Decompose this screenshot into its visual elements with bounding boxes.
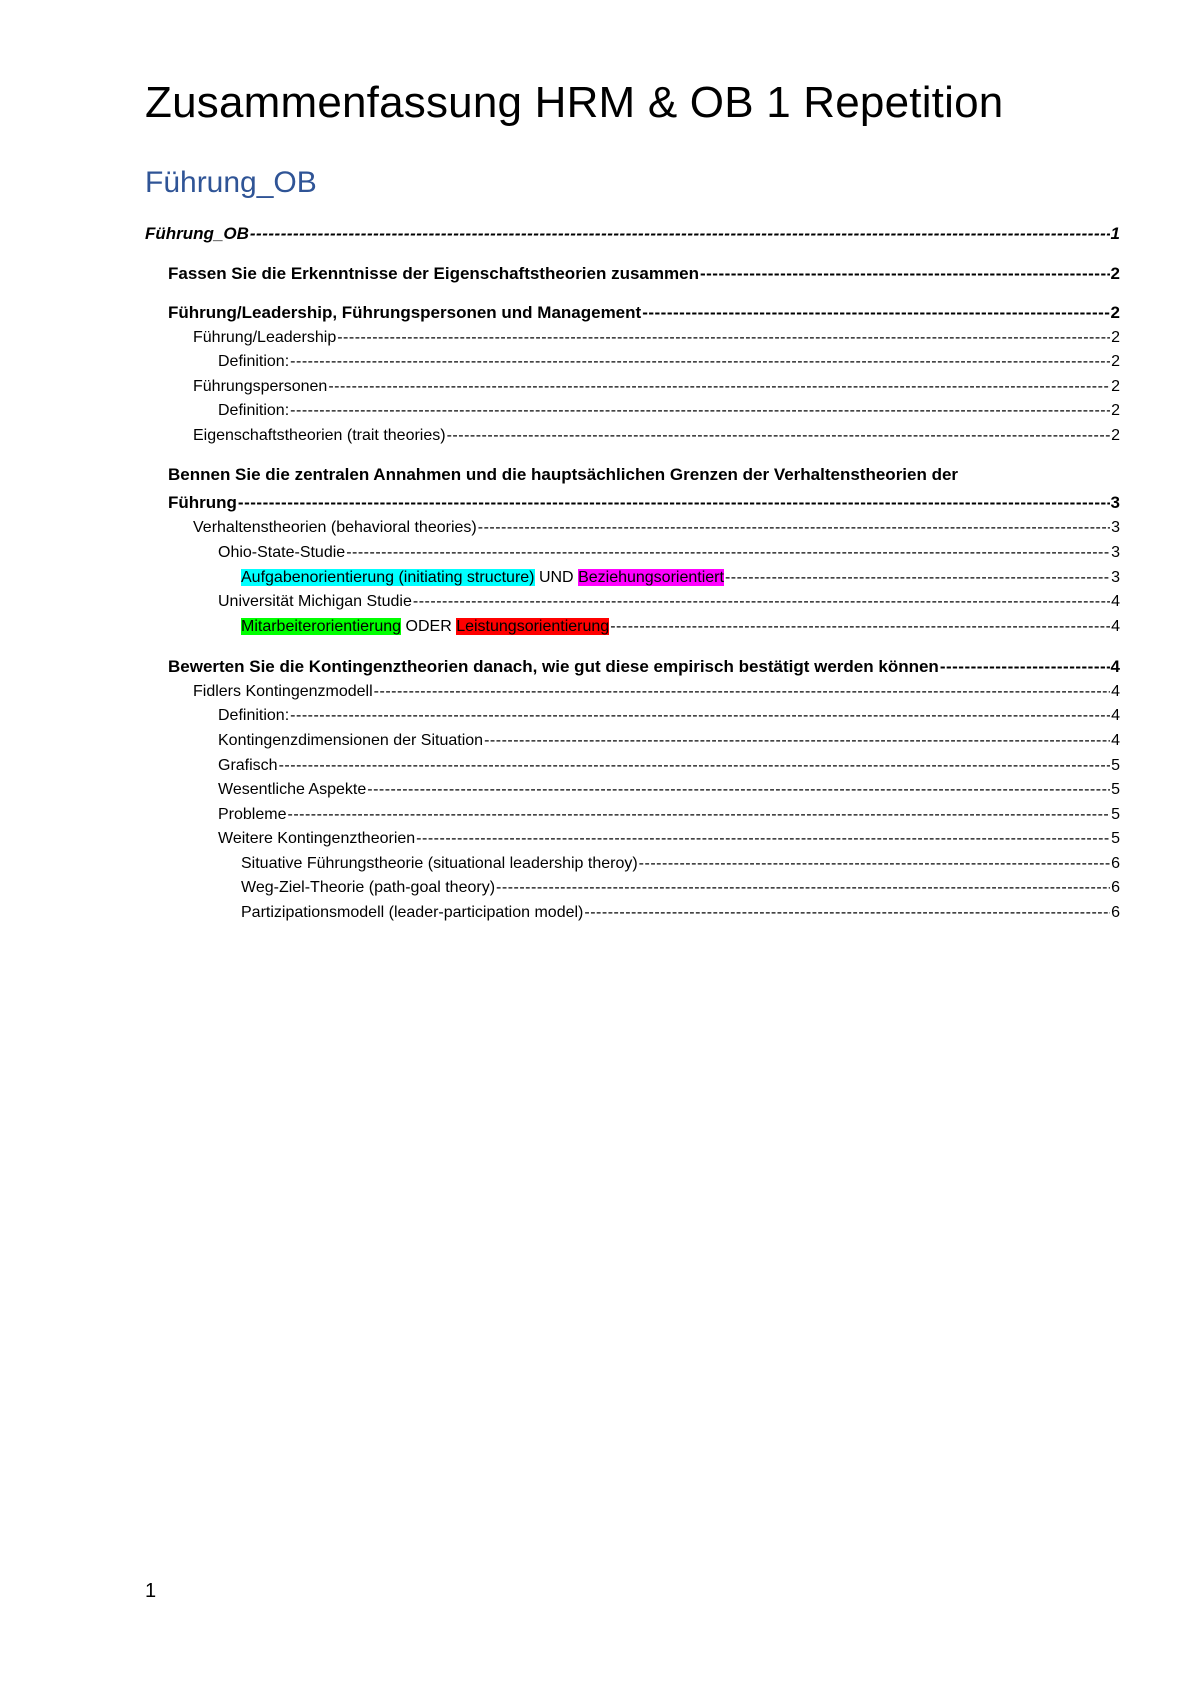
- toc-entry[interactable]: [0, 541, 1200, 565]
- toc-entry-label: Fidlers Kontingenzmodell: [193, 683, 373, 700]
- toc-page-number: 6: [1111, 855, 1120, 872]
- toc-leader: [290, 399, 1110, 423]
- toc-leader: [496, 876, 1110, 900]
- toc-entry-label: Weitere Kontingenztheorien: [218, 830, 416, 847]
- toc-leader: [940, 655, 1110, 679]
- toc-page-number: 6: [1111, 904, 1120, 921]
- toc-leader: [700, 262, 1110, 286]
- toc-entry-label: Probleme: [218, 806, 287, 823]
- toc-page-number: 5: [1111, 781, 1120, 798]
- toc-page-number: 2: [1111, 378, 1120, 395]
- toc-entry-label: Universität Michigan Studie: [218, 593, 412, 610]
- highlighted-text-green: Mitarbeiterorientierung: [241, 618, 402, 635]
- toc-entry-label: Bewerten Sie die Kontingenztheorien danach, wie gut diese empirisch bestätigt werden können: [168, 657, 939, 676]
- toc-entry[interactable]: [0, 729, 1200, 753]
- toc-entry[interactable]: [0, 463, 1200, 515]
- toc-entry-label: Führung/Leadership, Führungspersonen und Management: [168, 303, 642, 322]
- toc-leader: [290, 704, 1110, 728]
- toc-leader: [328, 375, 1110, 399]
- toc-entry[interactable]: [0, 399, 1200, 423]
- toc-entry[interactable]: [0, 704, 1200, 728]
- toc-page-number: 6: [1111, 879, 1120, 896]
- toc-entry-label: [241, 615, 609, 639]
- toc-entry[interactable]: [0, 375, 1200, 399]
- toc-entry-label: Fassen Sie die Erkenntnisse der Eigenschaftstheorien zusammen: [168, 264, 699, 283]
- highlighted-text-red: Leistungsorientierung: [456, 618, 610, 635]
- toc-page-number: 2: [1111, 402, 1120, 419]
- toc-leader: [639, 852, 1110, 876]
- connector-text: ODER: [401, 618, 457, 635]
- toc-leader: [279, 754, 1111, 778]
- toc-page-number: 2: [1111, 353, 1120, 370]
- toc-entry-label: [241, 566, 724, 590]
- toc-leader: [346, 541, 1110, 565]
- toc-entry-label: Partizipationsmodell (leader-participation model): [241, 904, 584, 921]
- toc-entry[interactable]: [0, 852, 1200, 876]
- toc-entry[interactable]: [0, 680, 1200, 704]
- toc-page-number: 1: [1110, 224, 1120, 243]
- toc-entry-label: Führungspersonen: [193, 378, 328, 395]
- toc-entry-label: Führung/Leadership: [193, 329, 337, 346]
- toc-leader: [374, 680, 1110, 704]
- toc-leader: [413, 590, 1110, 614]
- toc-entry[interactable]: [0, 655, 1200, 679]
- toc-entry[interactable]: [0, 901, 1200, 925]
- toc-entry-label: Führung: [168, 493, 237, 512]
- toc-entry-label: Wesentliche Aspekte: [218, 781, 367, 798]
- toc-leader: [290, 350, 1110, 374]
- toc-leader: [447, 424, 1111, 448]
- toc-page-number: 2: [1111, 427, 1120, 444]
- toc-entry-label: Weg-Ziel-Theorie (path-goal theory): [241, 879, 496, 896]
- toc-entry[interactable]: [0, 876, 1200, 900]
- toc-entry-label-line1: Bennen Sie die zentralen Annahmen und die hauptsächlichen Grenzen der Verhaltenstheorien der: [168, 465, 959, 484]
- toc-page-number: 3: [1111, 569, 1120, 586]
- toc-entry[interactable]: [0, 827, 1200, 851]
- toc-entry-label: Verhaltenstheorien (behavioral theories): [193, 519, 477, 536]
- toc-leader: [287, 803, 1110, 827]
- toc-leader: [250, 222, 1110, 246]
- toc-entry[interactable]: [0, 262, 1200, 286]
- highlighted-text-cyan: Aufgabenorientierung (initiating structure): [241, 569, 535, 586]
- toc-entry[interactable]: [0, 778, 1200, 802]
- toc-entry[interactable]: [0, 516, 1200, 540]
- toc-entry-label: Situative Führungstheorie (situational leadership theroy): [241, 855, 638, 872]
- toc-page-number: 2: [1110, 264, 1120, 283]
- toc-entry[interactable]: [0, 615, 1200, 639]
- toc-page-number: 5: [1111, 806, 1120, 823]
- toc-page-number: 4: [1111, 683, 1120, 700]
- section-heading: Führung_OB: [145, 166, 317, 199]
- toc-leader: [367, 778, 1110, 802]
- toc-entry[interactable]: [0, 754, 1200, 778]
- toc-entry-label: Ohio-State-Studie: [218, 544, 346, 561]
- highlighted-text-magenta: Beziehungsorientiert: [578, 569, 724, 586]
- toc-entry-label: Führung_OB: [145, 224, 249, 243]
- toc-leader: [725, 566, 1110, 590]
- toc-entry-label: Definition:: [218, 707, 290, 724]
- toc-leader: [610, 615, 1110, 639]
- toc-entry-label: Eigenschaftstheorien (trait theories): [193, 427, 446, 444]
- toc-entry-label: Grafisch: [218, 757, 278, 774]
- toc-entry-label: Definition:: [218, 353, 290, 370]
- document-title: Zusammenfassung HRM & OB 1 Repetition: [145, 78, 1004, 127]
- toc-entry[interactable]: [0, 803, 1200, 827]
- toc-page-number: 3: [1111, 544, 1120, 561]
- toc-entry[interactable]: [0, 350, 1200, 374]
- toc-page-number: 2: [1110, 303, 1120, 322]
- toc-page-number: 5: [1111, 830, 1120, 847]
- toc-leader: [484, 729, 1110, 753]
- toc-entry[interactable]: [0, 590, 1200, 614]
- toc-entry-label: Kontingenzdimensionen der Situation: [218, 732, 484, 749]
- toc-leader: [478, 516, 1110, 540]
- toc-entry[interactable]: [0, 566, 1200, 590]
- page-number: 1: [145, 1580, 157, 1602]
- toc-entry[interactable]: [0, 301, 1200, 325]
- toc-page-number: 4: [1111, 707, 1120, 724]
- toc-entry-label: Definition:: [218, 402, 290, 419]
- toc-leader: [584, 901, 1110, 925]
- toc-page-number: 4: [1110, 657, 1120, 676]
- toc-leader: [238, 491, 1110, 515]
- toc-page-number: 4: [1111, 593, 1120, 610]
- toc-entry[interactable]: [0, 424, 1200, 448]
- toc-leader: [337, 326, 1110, 350]
- toc-entry[interactable]: [0, 222, 1200, 246]
- toc-leader: [642, 301, 1109, 325]
- toc-page-number: 3: [1111, 519, 1120, 536]
- toc-entry[interactable]: [0, 326, 1200, 350]
- toc-page-number: 4: [1111, 732, 1120, 749]
- toc-page-number: 4: [1111, 618, 1120, 635]
- connector-text: UND: [534, 569, 579, 586]
- toc-leader: [416, 827, 1110, 851]
- toc-page-number: 5: [1111, 757, 1120, 774]
- toc-page-number: 2: [1111, 329, 1120, 346]
- toc-page-number: 3: [1110, 493, 1120, 512]
